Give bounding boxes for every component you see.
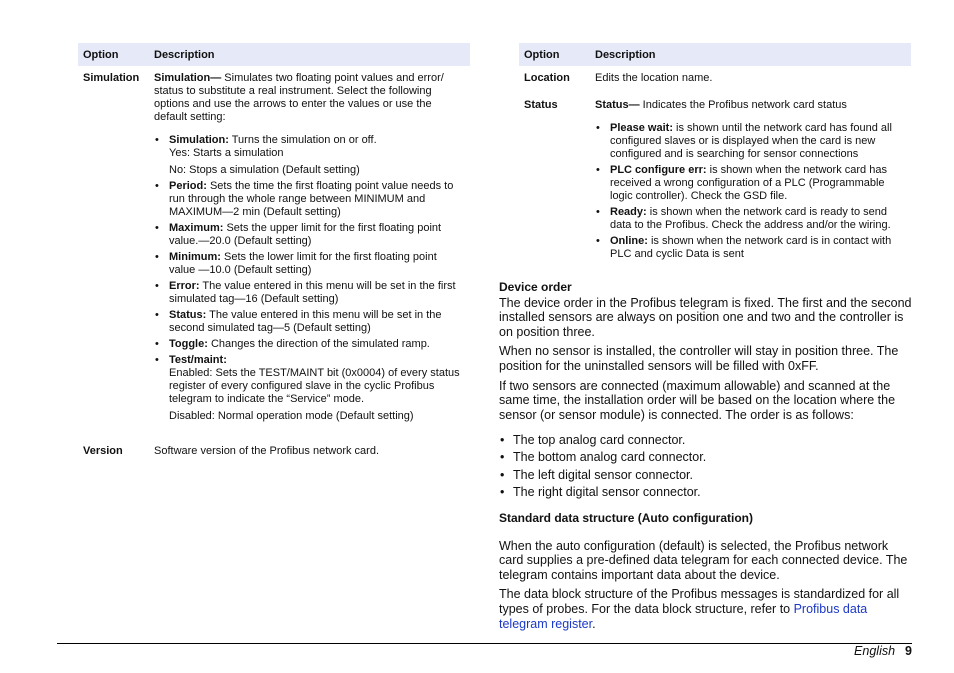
status-list	[595, 122, 907, 261]
item-text: is shown when the network card has received a wrong configuration of a PLC (Programmable logic controller). Check the GSD file.	[610, 164, 887, 202]
status-text: Indicates the Profibus network card status	[639, 99, 847, 111]
item-line: Yes: Starts a simulation	[169, 147, 284, 159]
footer-language: English	[854, 644, 896, 658]
simulation-options-list	[154, 134, 466, 423]
item-label: Test/maint:	[169, 354, 227, 366]
data-telegram-link[interactable]: Profibus data telegram register	[499, 601, 868, 631]
list-item: • The top analog card connector.	[499, 433, 912, 448]
simulation-description	[149, 66, 470, 430]
item-text: Sets the time the first floating point value needs to run through the whole range between MINIMUM and MAXIMUM—2 min (Default setting)	[169, 180, 454, 218]
table-row	[519, 66, 911, 89]
option-version: Version	[83, 445, 123, 457]
list-item	[154, 222, 466, 248]
item-label: Online:	[610, 235, 648, 247]
paragraph-text: .	[592, 616, 596, 631]
paragraph: When no sensor is installed, the controller will stay in position three. The position for the uninstalled sensors will be filled with 0xFF.	[499, 344, 899, 373]
item-label: Simulation:	[169, 134, 229, 146]
option-status: Status	[524, 99, 558, 111]
left-option-table	[78, 43, 470, 462]
item-text: Sets the upper limit for the first floating point value.—20.0 (Default setting)	[169, 222, 442, 247]
version-description: Software version of the Profibus network card.	[154, 445, 379, 457]
item-line: Enabled: Sets the TEST/MAINT bit (0x0004) of every status register of every configured slave in the cyclic Profibus telegram to indicate the “Service” mode.	[169, 367, 460, 405]
item-label: Toggle:	[169, 338, 208, 350]
item-label: Error:	[169, 280, 200, 292]
item-text: The value entered in this menu will be set in the second simulated tag—5 (Default setting)	[169, 309, 442, 334]
item-label: Please wait:	[610, 122, 673, 134]
item-label: Period:	[169, 180, 207, 192]
header-description: Description	[590, 43, 911, 66]
item-line: Disabled: Normal operation mode (Default setting)	[169, 410, 414, 422]
list-item: • The bottom analog card connector.	[499, 450, 912, 465]
device-order-section	[499, 280, 912, 502]
option-location: Location	[524, 72, 570, 84]
paragraph	[499, 587, 912, 631]
item-label: Status:	[169, 309, 207, 321]
item-label: PLC configure err:	[610, 164, 707, 176]
item-text: is shown until the network card has found all configured slaves or is displayed when the card is new configured and is searching for sensor connections	[610, 122, 892, 160]
list-item	[154, 251, 466, 277]
table-header-row	[519, 43, 911, 66]
list-item	[595, 235, 907, 261]
list-item	[154, 134, 466, 177]
connector-order-list	[499, 433, 912, 499]
header-description: Description	[149, 43, 470, 66]
item-label: Ready:	[610, 206, 647, 218]
table-row	[78, 66, 470, 430]
item-text: is shown when the network card is in contact with PLC and cyclic Data is sent	[610, 235, 892, 260]
item-text: Turns the simulation on or off.	[228, 134, 377, 146]
list-item	[595, 206, 907, 232]
list-item: • The right digital sensor connector.	[499, 485, 912, 500]
list-item	[595, 164, 907, 203]
list-item	[154, 280, 466, 306]
list-item	[154, 180, 466, 219]
item-label: Maximum:	[169, 222, 224, 234]
standard-data-section	[499, 511, 912, 636]
item-text: Changes the direction of the simulated ramp.	[207, 338, 430, 350]
paragraph-text: The data block structure of the Profibus messages is standardized for all types of probes. For the data block structure, refer to	[499, 587, 900, 616]
table-row	[519, 89, 911, 268]
paragraph: If two sensors are connected (maximum allowable) and scanned at the same time, the installation order will be based on the location where the sensor (or sensor module) is connected. The order is as follows:	[499, 378, 896, 422]
item-line: No: Stops a simulation (Default setting)	[169, 164, 360, 176]
header-option: Option	[78, 43, 149, 66]
status-lead: Status—	[595, 99, 640, 111]
header-option: Option	[519, 43, 590, 66]
list-item	[154, 338, 466, 351]
right-option-table	[519, 43, 911, 268]
table-row	[78, 430, 470, 462]
item-label: Minimum:	[169, 251, 221, 263]
item-text: The value entered in this menu will be set in the first simulated tag—16 (Default setting)	[169, 280, 456, 305]
footer-rule	[57, 643, 912, 644]
location-description: Edits the location name.	[595, 72, 713, 84]
standard-data-heading: Standard data structure (Auto configuration)	[499, 511, 754, 525]
simulation-text: Simulates two floating point values and error/ status to substitute a real instrument. Select the following options and use the arrows to enter the values or use the default setting:	[154, 72, 444, 123]
item-text: is shown when the network card is ready to send data to the Profibus. Check the address and/or the wiring.	[610, 206, 891, 231]
paragraph: The device order in the Profibus telegram is fixed. The first and the second installed sensors are always on position one and two and the controller is on position three.	[499, 295, 912, 339]
device-order-heading: Device order	[499, 280, 572, 294]
page-footer	[854, 644, 912, 658]
simulation-lead: Simulation—	[154, 72, 222, 84]
list-item: • The left digital sensor connector.	[499, 468, 912, 483]
table-header-row	[78, 43, 470, 66]
list-item	[154, 309, 466, 335]
list-item	[154, 354, 466, 423]
option-simulation: Simulation	[83, 72, 140, 84]
list-item	[595, 122, 907, 161]
paragraph: When the auto configuration (default) is selected, the Profibus network card supplies a pre-defined data telegram for each connected device. The telegram contains important data about the device.	[499, 538, 908, 582]
status-description	[590, 89, 911, 268]
item-text: Sets the lower limit for the first floating point value —10.0 (Default setting)	[169, 251, 437, 276]
page-number: 9	[905, 644, 912, 658]
